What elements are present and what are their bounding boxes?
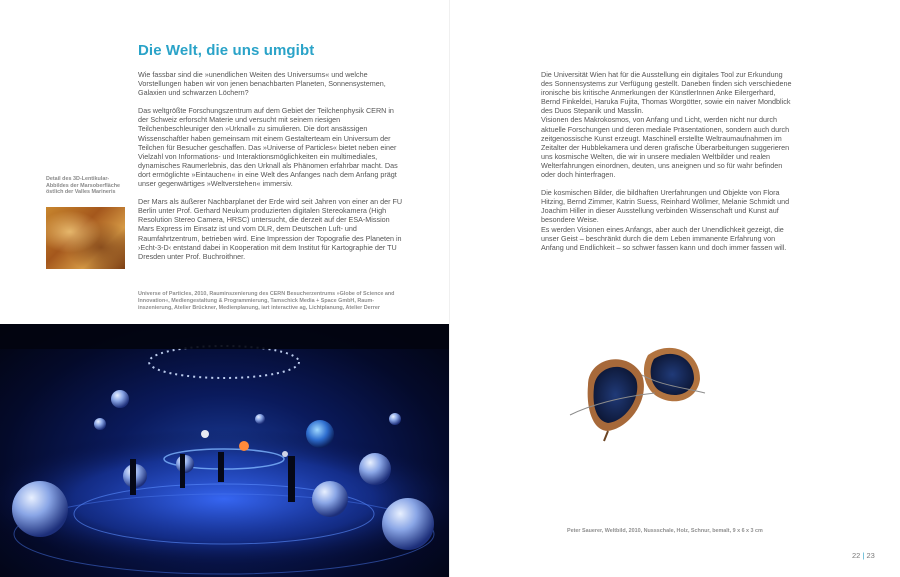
paragraph: Die kosmischen Bilder, die bildhaften Urerfahrungen und Objekte von Flora Hitzing, Bernd Zimmer, Katrin Suess, Reinhard Wöllmer, Melanie Schmidt und Joachim Hiller in dieser Ausstellung verbinden Wissenschaft und Kunst auf besondere Weise. Es werden Visionen eines Anfangs, aber auch der Unendlichkeit gezeigt, die unser Geist – beschränkt durch die dem Leben immanente Erfahrung von Anfang und Endlichkeit – so schwer fassen kann und doch immer fassen will. [541,188,790,252]
paragraph: Der Mars als äußerer Nachbarplanet der Erde wird seit Jahren von einer an der FU Berlin unter Prof. Gerhard Neukum produzierten digitalen Stereokamera (High Resolution Stereo Camera, HRSC) untersucht, die derzeit auf der ESA-Mission Mars Express im Einsatz ist und vom DLR, dem Deutschen Luft- und Raumfahrtzentrum, betrieben wird. Eine Impression der Topografie des Planeten in ›Echt-3-D‹ entstand dabei in Kooperation mit dem Institut für Kartographie der TU Dresden unter Prof. Buchroithner. [138,197,403,261]
page-gutter [449,0,450,577]
paragraph: Das weltgrößte Forschungszentrum auf dem Gebiet der Teilchenphysik CERN in der Schweiz erforscht Materie und versucht mit seinem riesigen Teilchenbeschleuniger den »Urknall« zu simulieren. Die dort ansässigen Wissenschaftler haben gemeinsam mit einem Gestalterteam ein Universum der Teilchen für Besucher geschaffen. Das »Universe of Particles« bietet neben einer Vielzahl von Informations- und Interaktionsmöglichkeiten ein multimediales, dynamisches Raumerlebnis, das den Urknall als Phänomen erfahrbar macht. Das dort ermöglichte »Eintauchen« in eine Welt des Anfanges nach dem Anfang prägt unser gegenwärtiges »Weltverstehen« immersiv. [138,106,398,189]
paragraph: Wie fassbar sind die »unendlichen Weiten des Universums« und welche Vorstellungen haben wir von jenen benachbarten Planeten, Sonnensystemen, Galaxien und schwarzen Löchern? [138,70,386,98]
photo-credit-left: Universe of Particles, 2010, Rauminszenierung des CERN Besucherzentrums »Globe of Science and Innovation«, Mediengestaltung & Programmierung, Tamschick Media + Space GmbH, Raum-inszenierung, Atelier Brückner, Medienplanung, iart interactive ag, Lichtplanung, Atelier Derrer [138,291,395,311]
mars-image-caption: Detail des 3D-Lentikular-Abbildes der Marsoberfläche östlich der Valles Marineris [46,176,120,196]
page-number-left: 22 [852,551,861,560]
page-number-separator: | [862,551,865,560]
paragraph: Die Universität Wien hat für die Ausstellung ein digitales Tool zur Erkundung des Sonnensystems zur Verfügung gestellt. Daneben finden sich verschiedene ironische bis kritische Anmerkungen der KünstlerInnen Anke Eilergerhard, Bernd Finkeldei, Haruka Fujita, Thomas Worgötter, sowie ein naiver Mondblick des Duos Stepanik und Masslin. Visionen des Makrokosmos, von Anfang und Licht, werden nicht nur durch aktuelle Forschungen und deren mediale Präsentationen, sondern auch durch zeitgenossische Kunst erzeugt. Maschinell erstellte Weltraumaufnahmen im Zeitalter der Hubblekamera und deren grafische Überarbeitungen suggerieren uns kosmische Welten, die wir in unsere medialen Weltbilder und realen Welterfahrungen einordnen, deuten, uns aneignen und so für wahr befinden oder doch hinterfragen. [541,70,792,180]
left-column-text [138,70,406,270]
walnut-shell-illustration [560,335,720,445]
walnut-shell-sculpture [560,335,720,450]
photo-caption-right: Peter Sauerer, Weltbild, 2010, Nussschale, Holz, Schnur, bemalt, 9 x 6 x 3 cm [567,528,763,534]
right-column-text [541,70,793,261]
mars-surface-image [46,207,125,269]
universe-of-particles-photo [0,324,449,577]
page-title: Die Welt, die uns umgibt [138,42,315,59]
page-number-right: 23 [866,551,875,560]
page-numbers [852,551,875,560]
exhibition-scene-illustration [0,324,449,577]
